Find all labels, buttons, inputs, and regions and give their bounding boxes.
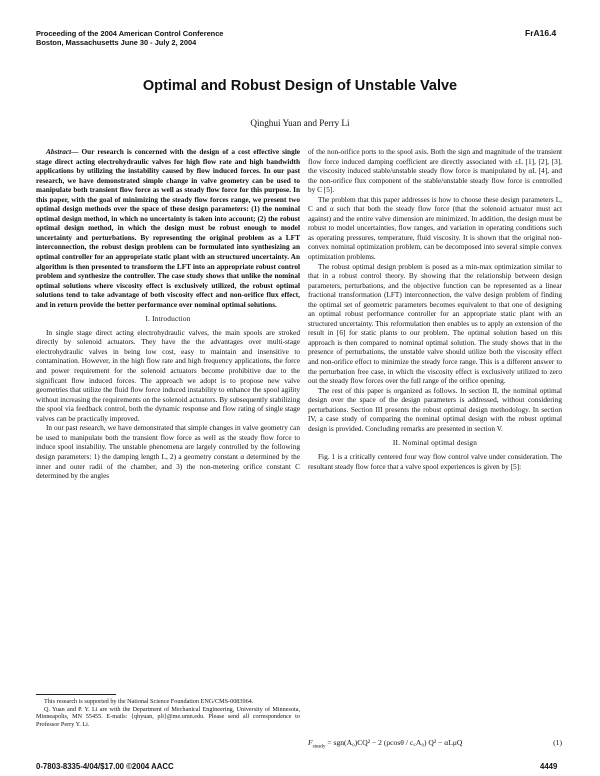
footnotes [36, 698, 300, 728]
right-paragraph-0: of the non-orifice ports to the spool axis. Both the sign and magnitude of the transient flow force induced damping coefficient are directly associated with ±L [1], [2], [3], the viscosity induced stable/unstable steady flow force is manipulated by αL [4], and the non-orifice flux component of the stable/unstable steady flow force is controlled by C [5]. [308, 147, 562, 195]
footnote-affiliation: Q. Yuan and P. Y. Li are with the Department of Mechanical Engineering, University of Minnesota, Minneapolis, MN 55455. E-mails: {qhyuan, pli}@me.umn.edu. Please send all correspondence to Professor Perry Y. Li. [36, 705, 300, 728]
equation-number: (1) [553, 738, 562, 747]
paper-title: Optimal and Robust Design of Unstable Valve [142, 78, 458, 94]
right-paragraph-3: The rest of this paper is organized as follows. In section II, the nominal optimal design over the space of the design parameters is addressed, without considering perturbations. Section III presents the robust optimal design methodology. In section IV, a case study of comparing the nominal optimal design with the robust optimal design is provided. Concluding remarks are presented in section V. [308, 385, 562, 433]
equation-lhs: $F_{steady}$ [308, 738, 326, 750]
paper-code: FrA16.4 [525, 28, 557, 38]
intro-paragraph-1: In single stage direct acting electrohydraulic valves, the main spools are stroked directly by solenoid actuators. They have the the advantages over multi-stage electrohydraulic valves in being low cost, easy to maintain and insensitive to contamination. However, in the high flow rate and high frequency applications, the force and power requirement for the solenoid actuators become prohibitive due to the significant flow induced forces. The approach we adopt is to propose new valve geometries that utilize the fluid flow force induced instability to enhance the spool agility without increasing the requirements on the solenoid actuators. By subsequently stabilizing the spool via feedback control, both the dynamic response and flow rating of single stage valves can be practically improved. [36, 327, 300, 423]
section-heading-nominal: II. Nominal optimal design [392, 438, 478, 448]
section-heading-intro: I. Introduction [145, 314, 191, 324]
authors: Qinghui Yuan and Perry Li [250, 118, 350, 128]
isbn-footer: 0-7803-8335-4/04/$17.00 ©2004 AACC [36, 762, 174, 771]
left-column [36, 147, 300, 481]
page-number: 4449 [540, 762, 558, 771]
right-column [308, 147, 562, 471]
right-paragraph-1: The problem that this paper addresses is how to choose these design parameters L, C and α such that both the steady flow force (that the solenoid actuator must act against) and the entire valve dimension are minimized. In addition, the design must be robust to model uncertainties, flow ranges, and variation in operating conditions such as operating pressures, temperature, fluid viscosity. It is shown that the original non-convex nominal optimization problem, can be decomposed into several simple convex optimization problems. [308, 194, 562, 262]
intro-paragraph-2: In our past research, we have demonstrated that simple changes in valve geometry can be used to manipulate both the transient flow force as well as the steady flow force to induce spool instability. The unstable phenomena are largely controlled by the following design parameters: 1) the damping length L, 2) a geometry constant α determined by the inner and outer radii of the chamber, and 3) the non-metering orifice constant C determined by the angles [36, 423, 300, 481]
conference-location: Boston, Massachusetts June 30 - July 2, 2004 [36, 38, 197, 47]
right-paragraph-4: Fig. 1 is a critically centered four way flow control valve under consideration. The resultant steady flow force that a valve spool experiences is given by [5]: [308, 451, 562, 471]
footnote-funding: This research is supported by the National Science Foundation ENG/CMS-0083964. [44, 698, 254, 705]
conference-name: Proceeding of the 2004 American Control Conference [36, 29, 224, 38]
abstract-label: Abstract [46, 147, 72, 156]
abstract [36, 147, 300, 309]
equation-1 [308, 738, 562, 750]
right-paragraph-2: The robust optimal design problem is posed as a min-max optimization similar to that in a robust control theory. By showing that the relationship between design parameters, perturbations, and the objective function can be represented as a linear fractional transformation (LFT) interconnection, the valve design problem of finding the optimal set of geometric parameters becomes equivalent to that one of designing an optimal robust performance controller for an appropriate static plant with an structured uncertainty. This reformulation then enables us to apply an extension of the result in [6] for static plants to our problem. The optimal solution based on this approach is then compared to nominal optimal solution. The study shows that in the presence of perturbations, the unstable valve should utilize both the viscosity effect and non-orifice effect to minimize the steady force range. This is a different answer to the perturbation free case, in which the viscosity effect is exclusively utilized to zero out the steady flow forces over the full range of the orifice opening. [308, 261, 562, 386]
conference-header [36, 29, 223, 47]
abstract-text: — Our research is concerned with the design of a cost effective single stage direct acting electrohydraulic valves for high flow rate and high bandwidth applications by utilizing the instability caused by flow induced forces. In our past research, we have demonstrated simple change in valve geometry can be used to manipulate both transient flow force as well as steady flow force for this purpose. In this paper, with the goal of minimizing the steady flow forces range, we present two optimal design methods over the space of these design parameters: (1) the nominal optimal design method, in which no uncertainty is taken into account; (2) the robust optimal design method, in which the design must be robust enough to model uncertainty and perturbations. By representing the original problem as a LFT interconnection, the robust design problem can be formulated into synthesizing an optimal controller for an appropriate static plant with an structured uncertainty. An algorithm is then presented to transform the LFT into an appropriate robust control problem and synthesize the controller. The case study shows that unlike the nominal optimal solutions where viscosity effect is exclusively utilized, the robust optimal solutions tend to take advantage of both viscosity effect and non-orifice flux effect, and in return provide the better performance over nominal optimal solutions. [36, 147, 300, 309]
equation-rhs: = sgn(A₀)CQ² − 2 (ρcosθ / c꜀A₀) Q² − αLμQ [327, 738, 463, 747]
footnote-rule [36, 694, 116, 695]
